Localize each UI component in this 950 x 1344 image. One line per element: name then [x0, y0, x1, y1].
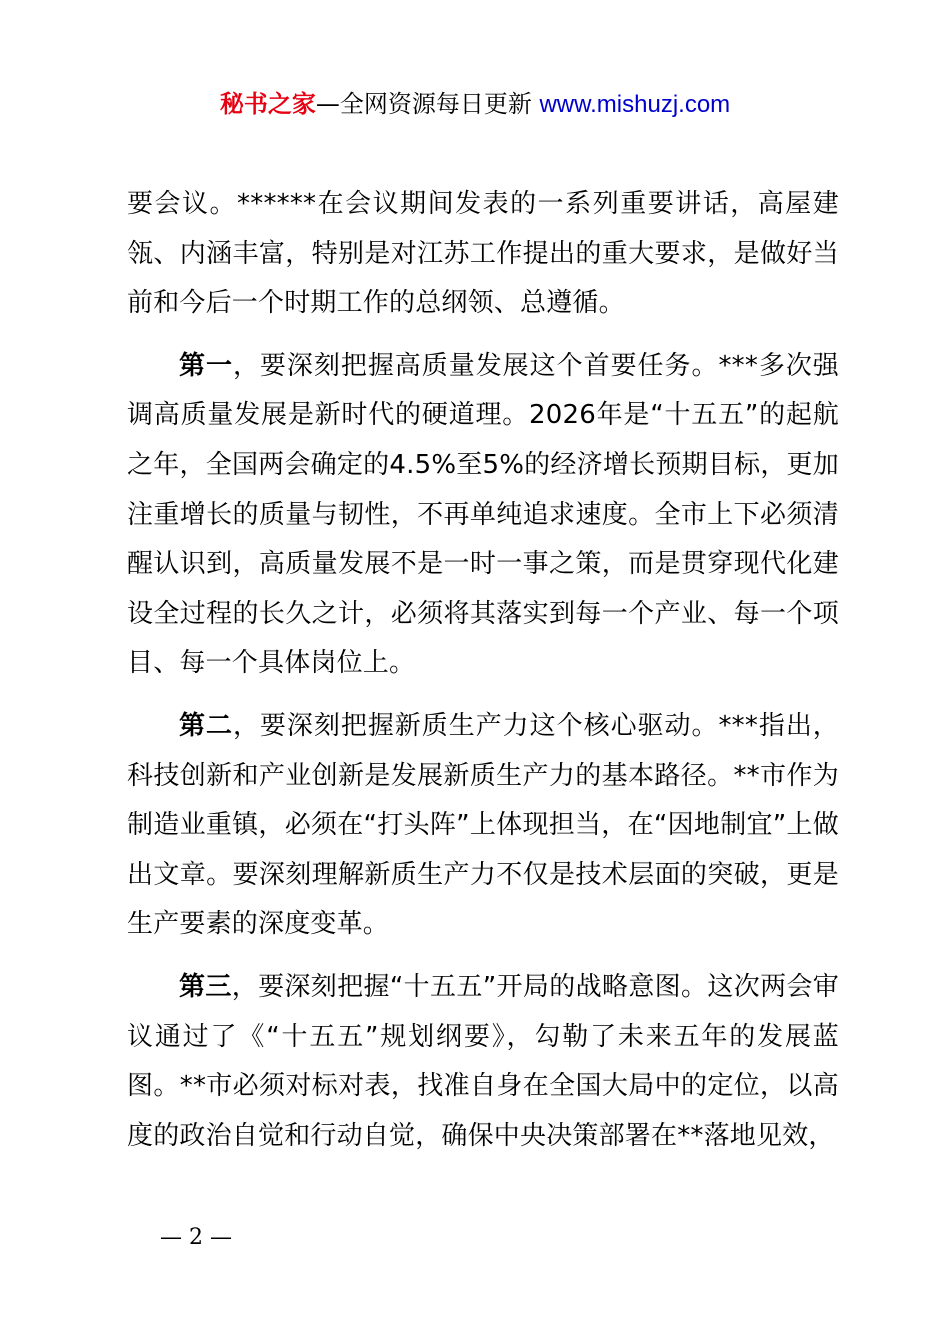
header-tagline: —全网资源每日更新 [315, 90, 540, 118]
paragraph-lead: 第三 [179, 971, 232, 1002]
brand-name: 秘书之家 [219, 90, 316, 118]
paragraph-text: ，要深刻把握新质生产力这个核心驱动。***指出，科技创新和产业创新是发展新质生产力的基本路径。**市作为制造业重镇，必须在“打头阵”上体现担当，在“因地制宜”上做出文章。要深刻理解新质生产力不仅是技术层面的突破，更是生产要素的深度变革。 [127, 710, 839, 940]
paragraph-text: 要会议。******在会议期间发表的一系列重要讲话，高屋建瓴、内涵丰富，特别是对江苏工作提出的重大要求，是做好当前和今后一个时期工作的总纲领、总遵循。 [127, 189, 839, 319]
paragraph-lead: 第一 [179, 350, 233, 381]
paragraph-second [127, 702, 839, 950]
paragraph-text: ，要深刻把握“十五五”开局的战略意图。这次两会审议通过了《“十五五”规划纲要》，勾勒了未来五年的发展蓝图。**市必须对标对表，找准自身在全国大局中的定位，以高度的政治自觉和行动自觉，确保中央决策部署在**落地见效， [127, 971, 839, 1151]
document-body [127, 180, 839, 1161]
site-header [0, 86, 950, 123]
paragraph-text: ，要深刻把握高质量发展这个首要任务。***多次强调高质量发展是新时代的硬道理。2026年是“十五五”的起航之年，全国两会确定的4.5%至5%的经济增长预期目标，更加注重增长的质量与韧性，不再单纯追求速度。全市上下必须清醒认识到，高质量发展不是一时一事之策，而是贯穿现代化建设全过程的长久之计，必须将其落实到每一个产业、每一个项目、每一个具体岗位上。 [127, 350, 839, 679]
paragraph-continuation [127, 180, 839, 329]
header-url-link[interactable]: www.mishuzj.com [539, 91, 731, 118]
paragraph-third [127, 963, 839, 1161]
paragraph-first [127, 342, 839, 689]
paragraph-lead: 第二 [179, 710, 233, 741]
page-number: — 2 — [160, 1225, 232, 1250]
